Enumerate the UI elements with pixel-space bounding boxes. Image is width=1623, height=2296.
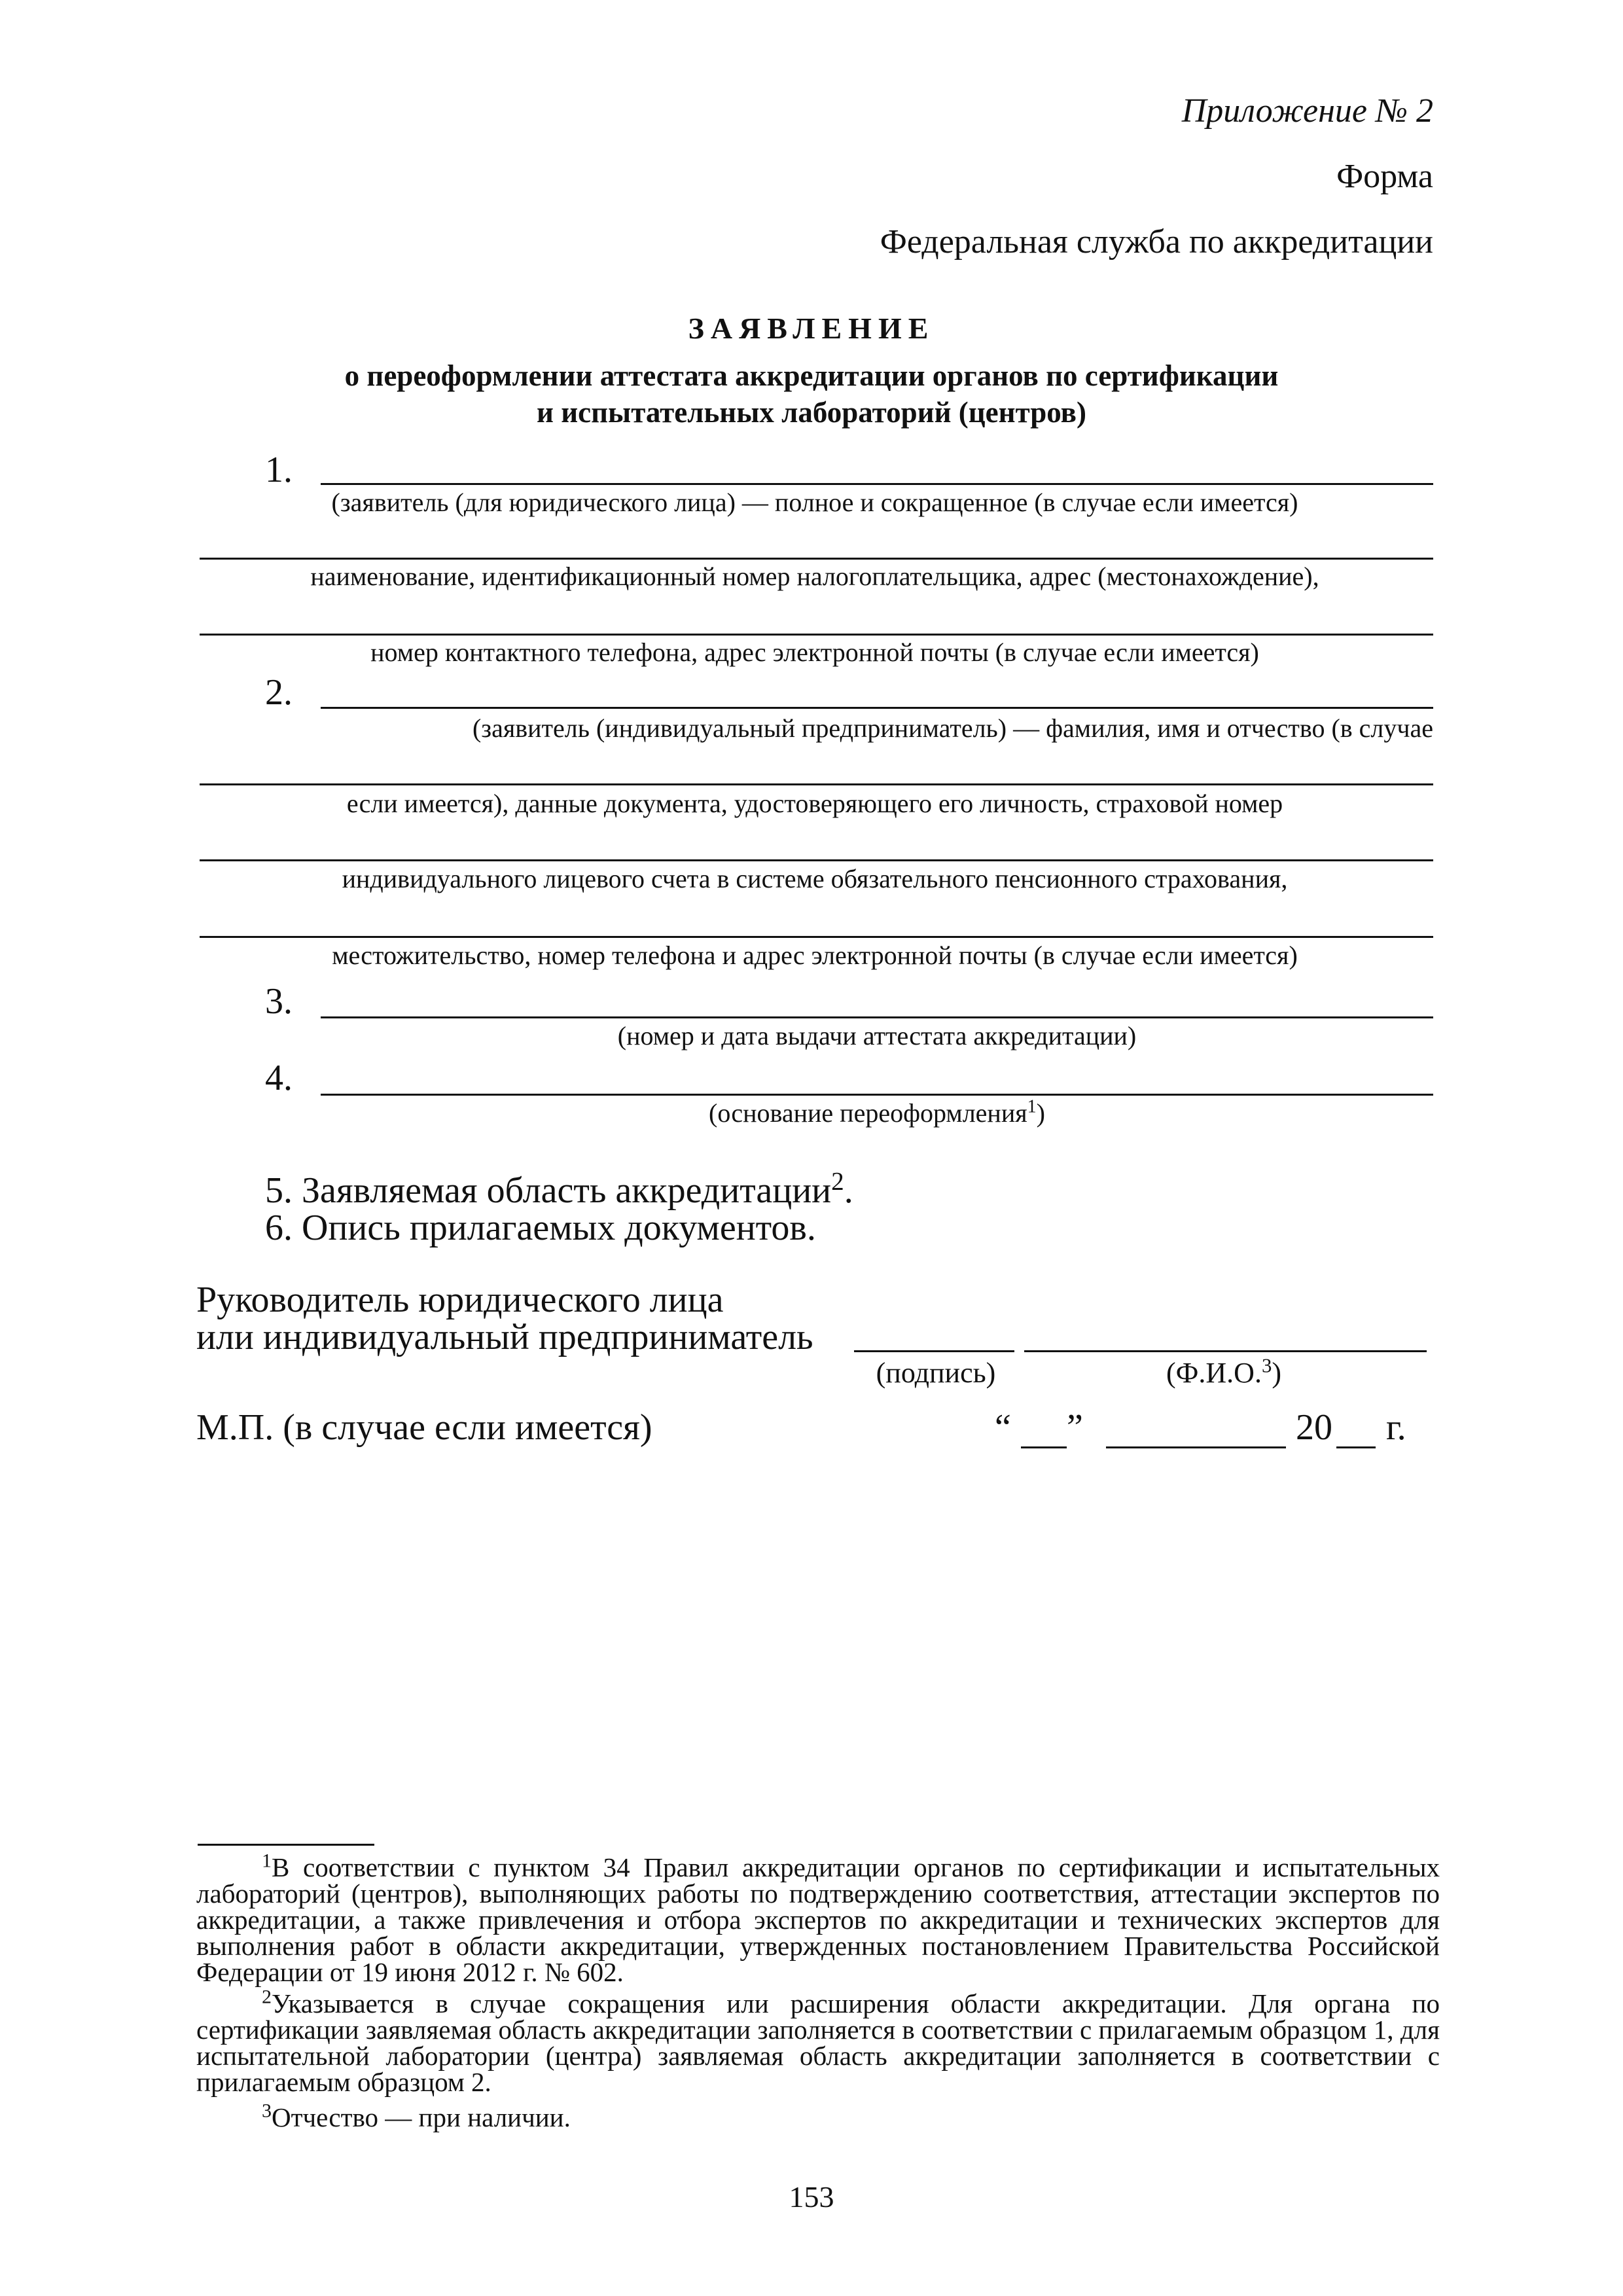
signer-line-2: или индивидуальный предприниматель (196, 1317, 813, 1357)
item-5-label: 5. Заявляемая область аккредитации (265, 1170, 832, 1211)
item-1-caption-c: номер контактного телефона, адрес электронной почты (в случае если имеется) (370, 637, 1259, 667)
item-1-fill-line[interactable] (321, 483, 1433, 485)
item-2-number: 2. (265, 672, 293, 713)
footnote-ref-1: 1 (1027, 1096, 1037, 1117)
footnote-3-text: Отчество — при наличии. (272, 2102, 571, 2132)
item-6-text: 6. Опись прилагаемых документов. (265, 1208, 816, 1248)
item-4-caption-close: ) (1036, 1098, 1045, 1128)
item-2-caption-b: если имеется), данные документа, удостоверяющего его личность, страховой номер (346, 789, 1283, 818)
title-line-2: и испытательных лабораторий (центров) (537, 396, 1086, 429)
full-name-caption (1126, 1354, 1322, 1389)
stamp-note: М.П. (в случае если имеется) (196, 1407, 652, 1448)
footnote-2 (196, 1986, 1440, 2097)
title-line-1: о переоформлении аттестата аккредитации органов по сертификации (344, 359, 1279, 392)
document-heading: ЗАЯВЛЕНИЕ (688, 312, 935, 345)
appendix-label: Приложение № 2 (1181, 92, 1433, 130)
item-3-caption: (номер и дата выдачи аттестата аккредитации) (617, 1021, 1137, 1050)
date-year-suffix: г. (1386, 1407, 1406, 1448)
full-name-caption-close: ) (1272, 1357, 1282, 1389)
item-1-fill-line-3[interactable] (200, 634, 1433, 636)
signer-line-1: Руководитель юридического лица (196, 1280, 724, 1320)
footnote-3-number: 3 (262, 2100, 272, 2122)
footnote-1-number: 1 (262, 1850, 272, 1872)
full-name-fill-line[interactable] (1024, 1350, 1427, 1352)
footnote-ref-2: 2 (831, 1167, 844, 1196)
full-name-caption-text: (Ф.И.О. (1166, 1357, 1262, 1389)
item-1-caption-a: (заявитель (для юридического лица) — полное и сокращенное (в случае если имеется) (331, 488, 1298, 517)
item-4-caption-text: (основание переоформления (709, 1098, 1027, 1128)
item-4-caption (321, 1098, 1433, 1128)
item-2-fill-line-3[interactable] (200, 859, 1433, 861)
form-label: Форма (1336, 158, 1433, 195)
item-2-caption-d: местожительство, номер телефона и адрес электронной почты (в случае если имеется) (332, 941, 1298, 970)
footnote-separator (198, 1844, 374, 1846)
footnotes (196, 1850, 1440, 2132)
item-4-number: 4. (265, 1058, 293, 1098)
footnote-1-text: В соответствии с пунктом 34 Правил аккредитации органов по сертификации и испытательных лабораторий (центров), выполняющих работы по подтверждению соответствия, аттестации экспертов по аккредитации, а также привлечения и отбора экспертов по аккредитации и технических экспертов для выполнения работ в области аккредитации, утвержденных постановлением Правительства Российской Федерации от 19 июня 2012 г. № 602. (196, 1852, 1440, 1987)
item-5-text (265, 1167, 853, 1211)
signature-caption: (подпись) (876, 1357, 996, 1389)
footnote-2-text: Указывается в случае сокращения или расширения области аккредитации. Для органа по сертификации заявляемая область аккредитации заполняется в соответствии с прилагаемым образцом 1, для испытательной лаборатории (центра) заявляемая область аккредитации заполняется в соответствии с прилагаемым образцом 2. (196, 1988, 1440, 2097)
item-2-fill-line-2[interactable] (200, 783, 1433, 785)
item-2-caption-a: (заявитель (индивидуальный предприниматель) — фамилия, имя и отчество (в случае (472, 713, 1433, 743)
footnote-1 (196, 1850, 1440, 1987)
item-5-end: . (844, 1170, 853, 1211)
item-2-caption-c: индивидуального лицевого счета в системе обязательного пенсионного страхования, (342, 864, 1288, 893)
date-day-fill-line[interactable] (1021, 1446, 1067, 1448)
item-3-number: 3. (265, 981, 293, 1022)
item-1-caption-b: наименование, идентификационный номер налогоплательщика, адрес (местонахождение), (310, 562, 1319, 591)
item-2-fill-line[interactable] (321, 707, 1433, 709)
date-year-prefix: 20 (1296, 1407, 1332, 1448)
item-4-fill-line[interactable] (321, 1094, 1433, 1096)
signature-fill-line[interactable] (854, 1350, 1014, 1352)
footnote-ref-3: 3 (1261, 1354, 1272, 1377)
item-1-number: 1. (265, 450, 293, 490)
page-number: 153 (789, 2180, 834, 2214)
date-month-fill-line[interactable] (1106, 1446, 1286, 1448)
agency-name: Федеральная служба по аккредитации (880, 223, 1433, 260)
item-2-fill-line-4[interactable] (200, 936, 1433, 938)
item-3-fill-line[interactable] (321, 1016, 1433, 1018)
date-year-fill-line[interactable] (1336, 1446, 1376, 1448)
footnote-2-number: 2 (262, 1986, 272, 2008)
date-quote-open: “ (995, 1407, 1011, 1448)
date-quote-close: ” (1067, 1407, 1083, 1448)
item-1-fill-line-2[interactable] (200, 558, 1433, 560)
footnote-3 (196, 2100, 1440, 2132)
